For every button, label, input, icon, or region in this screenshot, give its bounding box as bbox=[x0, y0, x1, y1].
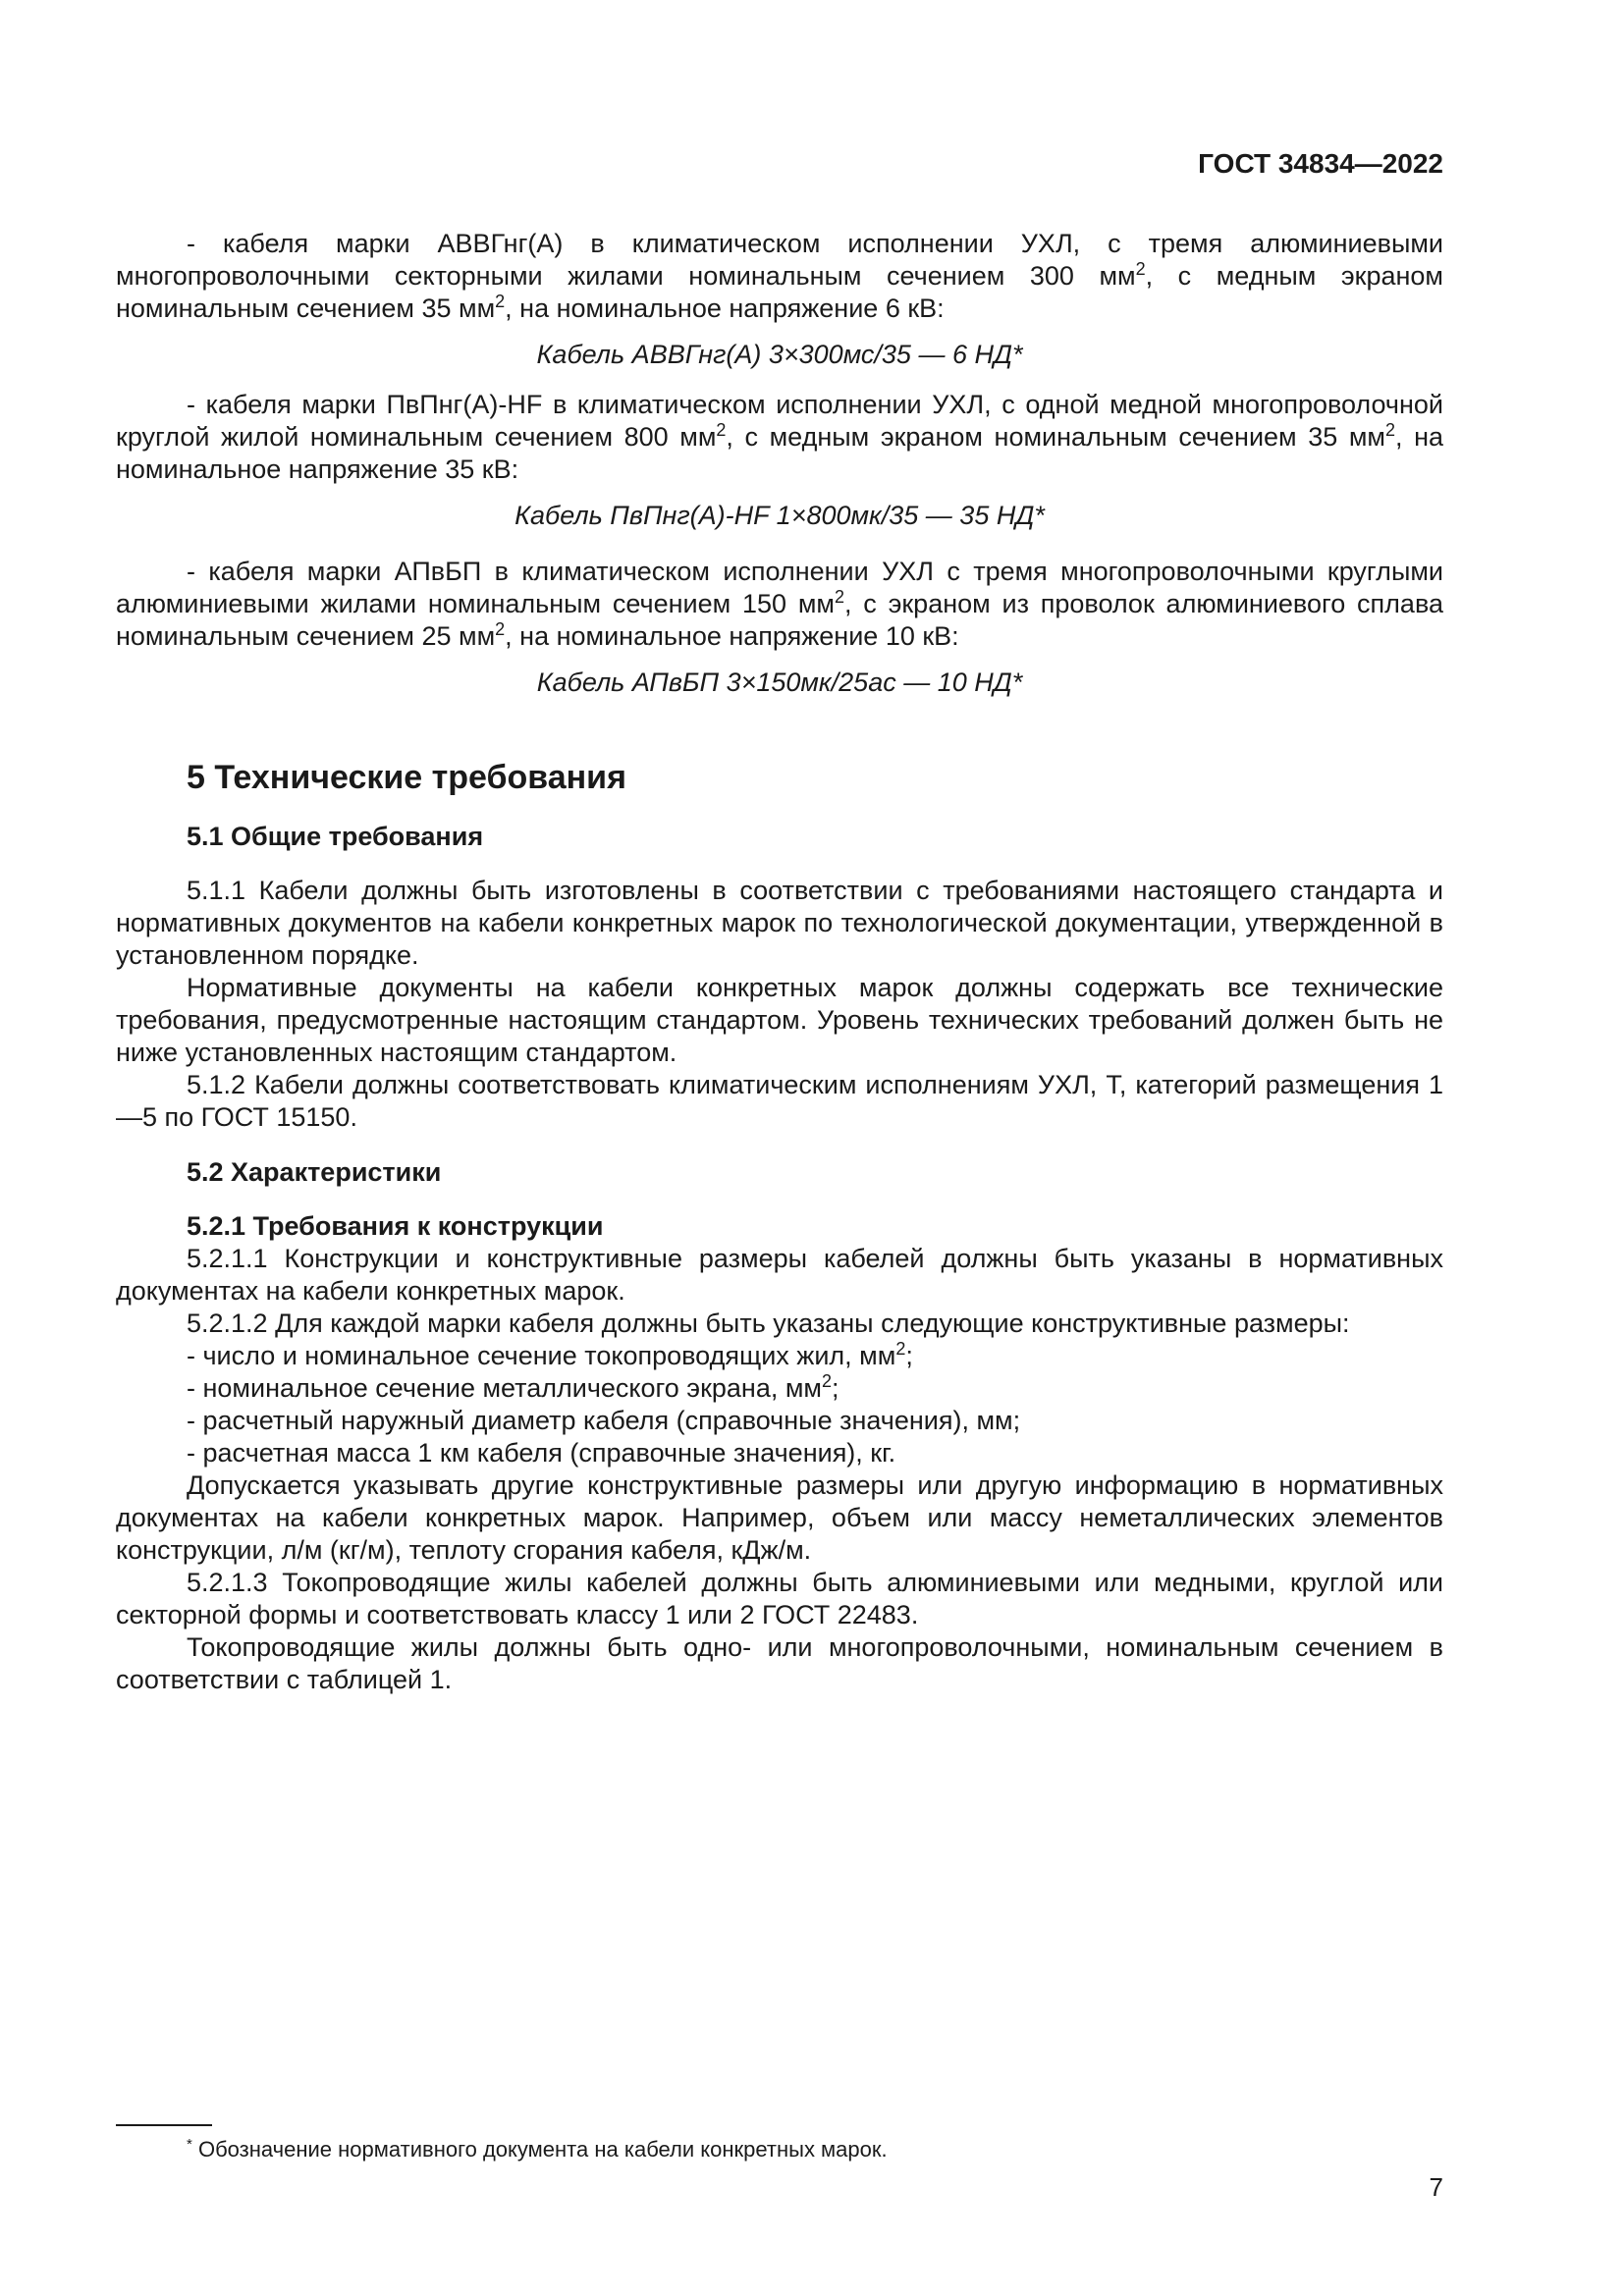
paragraph-allowed: Допускается указывать другие конструктивные размеры или другую информацию в нормативных документах на кабели конкретных марок. Например, объем или массу неметаллических элементов конструкции, л/м (кг/м), теплоту сгорания кабеля, кДж/м. bbox=[116, 1470, 1443, 1565]
example-1-designation: Кабель АВВГнг(А) 3×300мс/35 — 6 НД* bbox=[536, 340, 1023, 369]
subsection-5-1 bbox=[116, 821, 1443, 1134]
example-1 bbox=[116, 228, 1443, 371]
list-item: - число и номинальное сечение токопроводящих жил, $мм^2$; bbox=[187, 1339, 913, 1370]
paragraph-5-2-1-3-cont: Токопроводящие жилы должны быть одно- или многопроволочными, номинальным сечением в соответствии с таблицей 1. bbox=[116, 1632, 1443, 1694]
example-2-text: - кабеля марки ПвПнг(А)-HF в климатическом исполнении УХЛ, с одной медной многопроволочной круглой жилой номинальным сечением 800 $мм^2$, с медным экраном номинальным сечением 35 $мм^2$, на номинальное напряжение 35 кВ: bbox=[116, 390, 1444, 484]
example-3 bbox=[116, 556, 1443, 699]
dimensions-list bbox=[116, 1340, 1443, 1469]
paragraph-5-2-1-1: 5.2.1.1 Конструкции и конструктивные размеры кабелей должны быть указаны в нормативных документах на кабели конкретных марок. bbox=[116, 1244, 1443, 1306]
footnote bbox=[187, 2136, 888, 2163]
section-title: 5 Технические требования bbox=[187, 759, 626, 796]
example-3-designation: Кабель АПвБП 3×150мк/25ас — 10 НД* bbox=[536, 667, 1023, 697]
paragraph-5-2-1-2: 5.2.1.2 Для каждой марки кабеля должны быть указаны следующие конструктивные размеры: bbox=[187, 1308, 1350, 1338]
document-header: ГОСТ 34834—2022 bbox=[1198, 148, 1443, 179]
example-2 bbox=[116, 389, 1443, 532]
subsection-title: 5.2.1 Требования к конструкции bbox=[187, 1211, 604, 1241]
footnote-mark: * bbox=[187, 2136, 192, 2153]
paragraph-5-1-1-cont: Нормативные документы на кабели конкретных марок должны содержать все технические требования, предусмотренные настоящим стандартом. Уровень технических требований должен быть не ниже установленных настоящим стандартом. bbox=[116, 973, 1443, 1067]
document-page bbox=[116, 0, 1443, 2296]
footnote-text: Обозначение нормативного документа на кабели конкретных марок. bbox=[197, 2137, 888, 2162]
footnote-separator bbox=[116, 2124, 212, 2126]
paragraph-5-2-1-3: 5.2.1.3 Токопроводящие жилы кабелей должны быть алюминиевыми или медными, круглой или секторной формы и соответствовать классу 1 или 2 ГОСТ 22483. bbox=[116, 1568, 1443, 1629]
subsection-5-2 bbox=[116, 1156, 1443, 1696]
example-1-text: - кабеля марки АВВГнг(А) в климатическом исполнении УХЛ, с тремя алюминиевыми многопроволочными секторными жилами номинальным сечением 300 $мм^2$, с медным экраном номинальным сечением 35 $мм^2$, на номинальное напряжение 6 кВ: bbox=[116, 229, 1443, 323]
paragraph-5-1-1: 5.1.1 Кабели должны быть изготовлены в соответствии с требованиями настоящего стандарта и нормативных документов на кабели конкретных марок по технологической документации, утвержденной в установленном порядке. bbox=[116, 876, 1443, 970]
page-number: 7 bbox=[1429, 2172, 1443, 2202]
list-item: - расчетный наружный диаметр кабеля (справочные значения), мм; bbox=[187, 1406, 1021, 1435]
example-3-text: - кабеля марки АПвБП в климатическом исполнении УХЛ с тремя многопроволочными круглыми алюминиевыми жилами номинальным сечением 150 $мм^2$, с экраном из проволок алюминиевого сплава номинальным сечением 25 $мм^2$, на номинальное напряжение 10 кВ: bbox=[116, 557, 1443, 651]
subsection-title: 5.1 Общие требования bbox=[187, 822, 484, 851]
list-item: - номинальное сечение металлического экрана, $мм^2$; bbox=[187, 1371, 839, 1403]
paragraph-5-1-2: 5.1.2 Кабели должны соответствовать климатическим исполнениям УХЛ, Т, категорий размещения 1—5 по ГОСТ 15150. bbox=[116, 1070, 1443, 1132]
example-2-designation: Кабель ПвПнг(А)-HF 1×800мк/35 — 35 НД* bbox=[514, 501, 1045, 530]
subsection-title: 5.2 Характеристики bbox=[187, 1157, 442, 1187]
section-5-title-block bbox=[116, 758, 1443, 797]
list-item: - расчетная масса 1 км кабеля (справочные значения), кг. bbox=[187, 1438, 896, 1468]
